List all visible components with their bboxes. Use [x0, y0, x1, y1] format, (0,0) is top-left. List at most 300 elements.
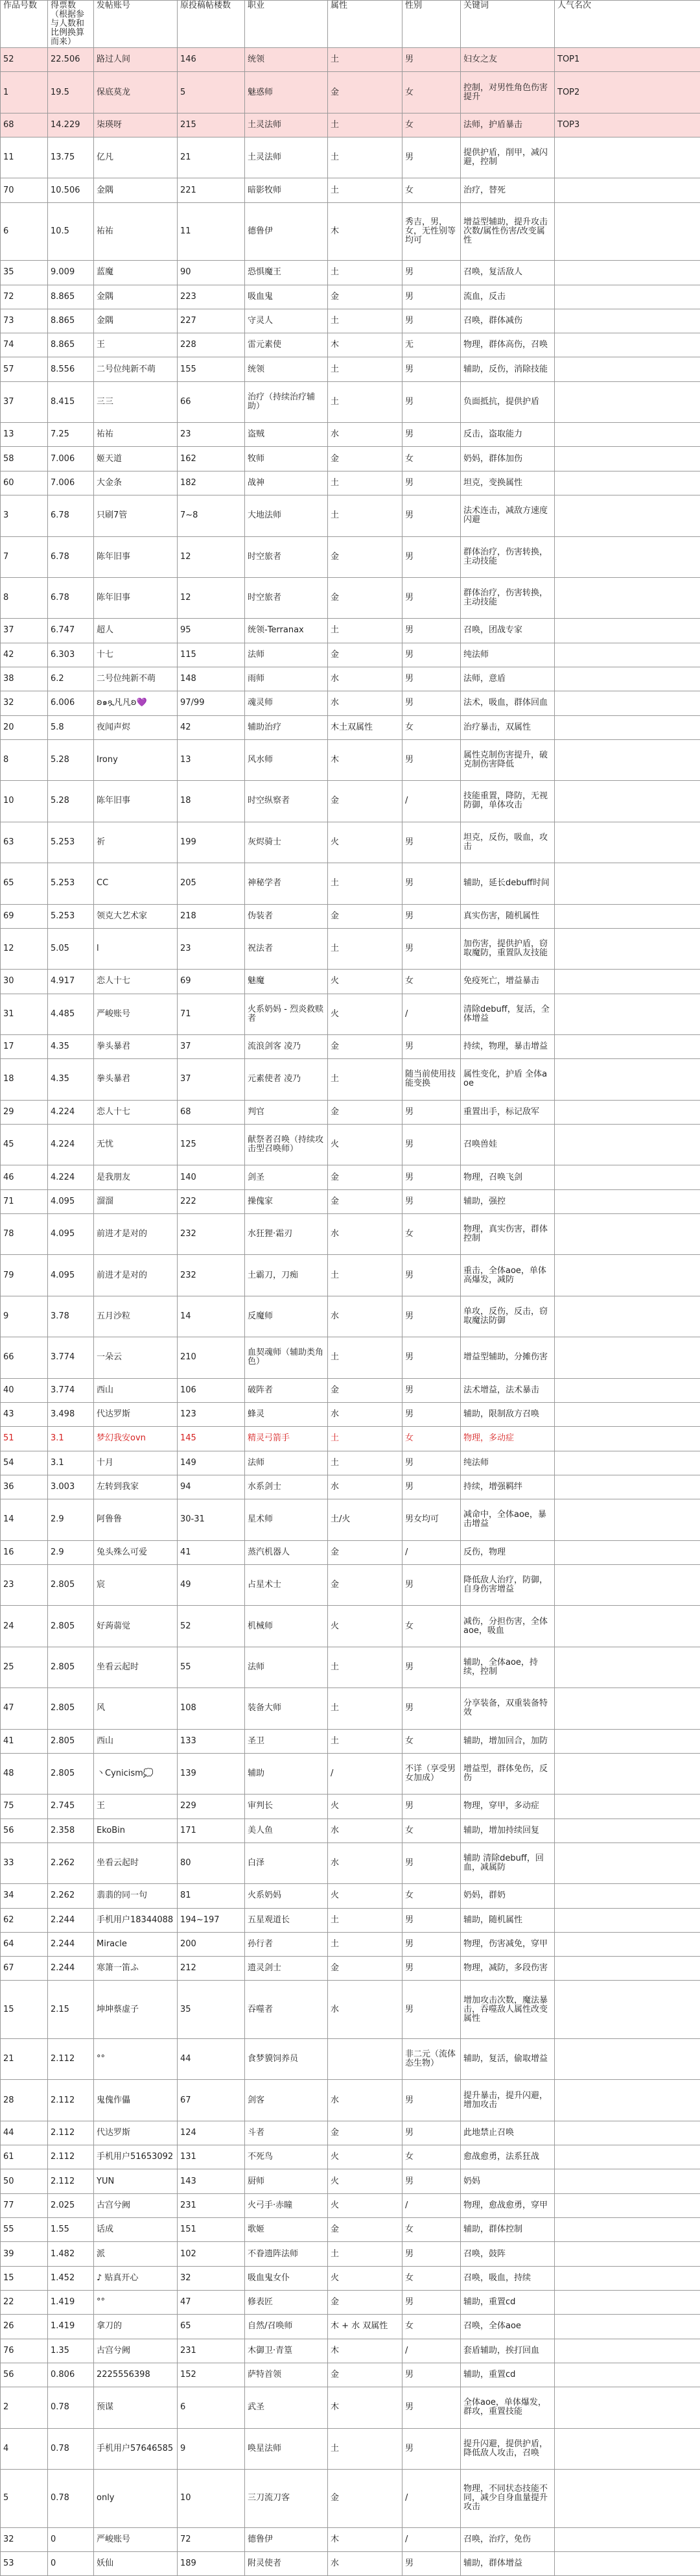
table-cell: CC — [94, 863, 178, 904]
table-cell: 41 — [178, 1540, 245, 1564]
table-row — [1, 2428, 700, 2469]
table-cell: 44 — [178, 2039, 245, 2080]
table-cell: 35 — [178, 1981, 245, 2039]
table-cell: 2.112 — [48, 2145, 94, 2169]
table-cell: 木 — [328, 2527, 402, 2551]
table-cell: 22 — [1, 2290, 48, 2314]
table-cell: 0.78 — [48, 2469, 94, 2527]
table-cell: 男 — [402, 285, 461, 309]
table-cell: 4.35 — [48, 1059, 94, 1100]
table-cell: 拿刀的 — [94, 2315, 178, 2339]
table-cell: 修表匠 — [245, 2290, 328, 2314]
table-cell: 5.8 — [48, 715, 94, 739]
table-cell: 女 — [402, 447, 461, 471]
table-cell: 63 — [1, 822, 48, 863]
table-cell: 辅助，限制敌方召唤 — [461, 1402, 555, 1426]
table-cell — [555, 2145, 700, 2169]
table-cell: 女 — [402, 178, 461, 202]
table-cell: 魂灵师 — [245, 691, 328, 715]
table-cell: 土 — [328, 1337, 402, 1378]
table-cell — [555, 2527, 700, 2551]
table-cell — [555, 904, 700, 928]
table-row — [1, 1795, 700, 1819]
table-row — [1, 381, 700, 422]
table-row — [1, 1540, 700, 1564]
table-cell: 火 — [328, 994, 402, 1034]
table-cell: 判官 — [245, 1100, 328, 1124]
table-row — [1, 781, 700, 822]
table-cell: 33 — [1, 1843, 48, 1883]
table-cell: 坐看云起时 — [94, 1843, 178, 1883]
table-cell: 圣卫 — [245, 1729, 328, 1753]
table-cell: 水 — [328, 1402, 402, 1426]
table-cell: 43 — [1, 1402, 48, 1426]
table-cell: 231 — [178, 2193, 245, 2217]
table-row — [1, 1819, 700, 1843]
table-cell: 4.224 — [48, 1165, 94, 1189]
table-row — [1, 423, 700, 447]
table-cell: 雷元素使 — [245, 333, 328, 357]
table-cell: 金 — [328, 781, 402, 822]
table-row — [1, 904, 700, 928]
table-cell: 7.25 — [48, 423, 94, 447]
table-cell: 水 — [328, 2080, 402, 2121]
table-cell: 不眷遗阵法师 — [245, 2242, 328, 2266]
table-row — [1, 643, 700, 667]
table-cell: 不详（享受男女加成） — [402, 1753, 461, 1794]
table-cell: 232 — [178, 1255, 245, 1296]
table-cell: 15 — [1, 1981, 48, 2039]
table-cell: 统领 — [245, 48, 328, 72]
table-cell: 遗灵剑士 — [245, 1957, 328, 1981]
header-cell: 职业 — [245, 1, 328, 48]
table-cell: 女 — [402, 970, 461, 994]
table-cell: 加伤害，提供护盾，窃取魔防，重置队友技能 — [461, 928, 555, 969]
table-cell: 祐祐 — [94, 202, 178, 261]
table-cell: 土 — [328, 48, 402, 72]
table-cell: 2.9 — [48, 1499, 94, 1540]
table-row — [1, 1427, 700, 1451]
table-cell: 占星术士 — [245, 1564, 328, 1605]
table-cell — [555, 619, 700, 643]
table-cell: 14 — [178, 1296, 245, 1337]
table-cell: 男 — [402, 1957, 461, 1981]
table-cell: 无忧 — [94, 1124, 178, 1165]
table-cell: 1.35 — [48, 2339, 94, 2363]
table-cell: 194~197 — [178, 1908, 245, 1932]
table-cell: 柒瑛呀 — [94, 113, 178, 137]
table-cell: 阿鲁鲁 — [94, 1499, 178, 1540]
table-row — [1, 2242, 700, 2266]
table-cell: 火 — [328, 970, 402, 994]
table-cell: 夜闻声烬 — [94, 715, 178, 739]
table-cell — [555, 285, 700, 309]
table-cell: 2.244 — [48, 1908, 94, 1932]
table-cell: 66 — [178, 381, 245, 422]
table-cell: 12 — [178, 536, 245, 577]
table-cell: 木 — [328, 333, 402, 357]
table-cell: 手机用户57646585 — [94, 2428, 178, 2469]
table-cell: 2.358 — [48, 1819, 94, 1843]
table-row — [1, 739, 700, 780]
table-cell: 65 — [1, 863, 48, 904]
table-cell: 溜溜 — [94, 1189, 178, 1213]
table-cell: 2.244 — [48, 1932, 94, 1956]
table-cell: 41 — [1, 1729, 48, 1753]
table-cell: 木 — [328, 2387, 402, 2428]
table-cell: 231 — [178, 2339, 245, 2363]
table-cell: 18 — [178, 781, 245, 822]
table-cell: 8.865 — [48, 309, 94, 333]
table-cell: 3.1 — [48, 1451, 94, 1475]
table-cell: 3 — [1, 495, 48, 536]
table-cell: 吸血鬼女仆 — [245, 2266, 328, 2290]
table-row — [1, 285, 700, 309]
table-cell: 自然/召唤师 — [245, 2315, 328, 2339]
table-cell: 歌姬 — [245, 2218, 328, 2242]
table-cell: 单攻，反伤，反击，窃取魔法防御 — [461, 1296, 555, 1337]
table-cell — [555, 1606, 700, 1647]
table-cell: 恋人十七 — [94, 1100, 178, 1124]
table-cell — [555, 1981, 700, 2039]
table-cell: 30-31 — [178, 1499, 245, 1540]
table-cell: 46 — [1, 1165, 48, 1189]
table-row — [1, 1884, 700, 1908]
table-cell: 星术师 — [245, 1499, 328, 1540]
table-cell: 男 — [402, 1337, 461, 1378]
table-cell: 土 — [328, 2242, 402, 2266]
table-cell: 土灵法师 — [245, 137, 328, 178]
table-row — [1, 2121, 700, 2145]
table-cell: 物理，召唤飞剑 — [461, 1165, 555, 1189]
table-cell: 32 — [1, 691, 48, 715]
table-cell: 80 — [178, 1843, 245, 1883]
table-cell: 221 — [178, 178, 245, 202]
table-row — [1, 1402, 700, 1426]
table-cell: 伪装者 — [245, 904, 328, 928]
table-cell: 3.498 — [48, 1402, 94, 1426]
table-cell: 男 — [402, 357, 461, 381]
table-cell: 血契魂师（辅助类角色） — [245, 1337, 328, 1378]
table-cell: 土 — [328, 1729, 402, 1753]
table-cell: 男 — [402, 863, 461, 904]
table-cell: 土 — [328, 495, 402, 536]
table-cell: 5.253 — [48, 863, 94, 904]
table-cell: 重击，全体aoe，单体高爆发，减防 — [461, 1255, 555, 1296]
table-cell: 属性克制伤害提升，破克制伤害降低 — [461, 739, 555, 780]
table-cell: 好蒟蒻觉 — [94, 1606, 178, 1647]
table-cell — [555, 495, 700, 536]
table-cell — [555, 1475, 700, 1499]
table-cell: 金 — [328, 2469, 402, 2527]
table-row — [1, 1059, 700, 1100]
table-cell: / — [402, 1540, 461, 1564]
header-cell: 发帖账号 — [94, 1, 178, 48]
table-cell: / — [402, 2469, 461, 2527]
table-cell: 4.095 — [48, 1189, 94, 1213]
table-cell: 土 — [328, 261, 402, 285]
table-cell: 35 — [1, 261, 48, 285]
table-cell: 男 — [402, 2428, 461, 2469]
table-cell: 31 — [1, 994, 48, 1034]
table-cell: 金 — [328, 1378, 402, 1402]
table-cell: 鬼傀作儡 — [94, 2080, 178, 2121]
table-cell: 11 — [178, 202, 245, 261]
table-cell: 21 — [1, 2039, 48, 2080]
table-cell: 71 — [1, 1189, 48, 1213]
table-cell — [555, 2169, 700, 2193]
table-cell: 法术，吸血，群体回血 — [461, 691, 555, 715]
table-cell: 4.485 — [48, 994, 94, 1034]
table-cell — [555, 994, 700, 1034]
table-row — [1, 1843, 700, 1883]
table-cell: 武圣 — [245, 2387, 328, 2428]
table-cell: 8.865 — [48, 285, 94, 309]
table-cell — [555, 2469, 700, 2527]
table-cell: 剑圣 — [245, 1165, 328, 1189]
table-cell: 辅助，重置cd — [461, 2290, 555, 2314]
table-cell: 三刀流刀客 — [245, 2469, 328, 2527]
table-cell: 32 — [178, 2266, 245, 2290]
table-cell: 65 — [178, 2315, 245, 2339]
table-cell: 23 — [178, 928, 245, 969]
table-cell: 火弓手·赤瞳 — [245, 2193, 328, 2217]
table-cell — [555, 643, 700, 667]
table-cell: 土 — [328, 2428, 402, 2469]
table-cell: 免疫死亡，增益暴击 — [461, 970, 555, 994]
table-cell: 3.78 — [48, 1296, 94, 1337]
table-cell: 4.224 — [48, 1100, 94, 1124]
table-cell: 辅助，全体aoe，持续，控制 — [461, 1647, 555, 1688]
table-cell: 205 — [178, 863, 245, 904]
table-cell: 辅助，强控 — [461, 1189, 555, 1213]
header-cell: 性别 — [402, 1, 461, 48]
table-row — [1, 2080, 700, 2121]
table-cell: 召唤，复活敌人 — [461, 261, 555, 285]
table-cell: 持续，增强羁绊 — [461, 1475, 555, 1499]
table-cell — [555, 1932, 700, 1956]
table-row — [1, 261, 700, 285]
table-cell: 严峻账号 — [94, 2527, 178, 2551]
table-cell: 十七 — [94, 643, 178, 667]
table-cell: 土 — [328, 381, 402, 422]
table-cell — [555, 447, 700, 471]
table-cell: 男 — [402, 1981, 461, 2039]
table-cell: 212 — [178, 1957, 245, 1981]
table-cell: 金 — [328, 2121, 402, 2145]
table-cell: 男 — [402, 137, 461, 178]
table-cell: 162 — [178, 447, 245, 471]
table-cell: 火 — [328, 1795, 402, 1819]
table-cell: 土 — [328, 863, 402, 904]
table-cell: 19.5 — [48, 72, 94, 113]
table-cell: 辅助治疗 — [245, 715, 328, 739]
table-cell: 2.112 — [48, 2169, 94, 2193]
table-cell: 木 + 水 双属性 — [328, 2315, 402, 2339]
table-cell: 102 — [178, 2242, 245, 2266]
table-cell — [555, 781, 700, 822]
table-cell: 辅助，增加回合，加防 — [461, 1729, 555, 1753]
table-cell: 统领 — [245, 357, 328, 381]
table-cell — [555, 1540, 700, 1564]
table-cell: 20 — [1, 715, 48, 739]
header-cell: 关键词 — [461, 1, 555, 48]
table-cell: 西山 — [94, 1378, 178, 1402]
table-cell: 男 — [402, 1124, 461, 1165]
table-cell: 召唤兽娃 — [461, 1124, 555, 1165]
table-cell — [555, 1059, 700, 1100]
table-cell: 五星观道长 — [245, 1908, 328, 1932]
table-cell: 金 — [328, 1165, 402, 1189]
table-cell — [555, 1100, 700, 1124]
header-cell: 得票数（根据参与人数和比例换算而来） — [48, 1, 94, 48]
table-cell — [555, 2080, 700, 2121]
table-cell: 时空纵察者 — [245, 781, 328, 822]
table-cell: 负面抵抗，提供护盾 — [461, 381, 555, 422]
table-cell: 魅惑师 — [245, 72, 328, 113]
table-cell: 58 — [1, 447, 48, 471]
table-cell: 2.244 — [48, 1957, 94, 1981]
table-cell — [555, 2242, 700, 2266]
table-cell: 124 — [178, 2121, 245, 2145]
table-cell: 辅助，反伤，消除技能 — [461, 357, 555, 381]
table-cell: 土 — [328, 1451, 402, 1475]
table-cell: 61 — [1, 2145, 48, 2169]
header-cell: 作品号数 — [1, 1, 48, 48]
table-row — [1, 970, 700, 994]
table-cell: 女 — [402, 72, 461, 113]
table-cell: 13.75 — [48, 137, 94, 178]
table-cell: 男 — [402, 1189, 461, 1213]
table-cell: 厨师 — [245, 2169, 328, 2193]
table-cell: 143 — [178, 2169, 245, 2193]
table-cell: 69 — [1, 904, 48, 928]
table-cell: 男 — [402, 423, 461, 447]
table-cell: 女 — [402, 715, 461, 739]
table-cell: 2.805 — [48, 1647, 94, 1688]
header-cell: 原投稿帖楼数 — [178, 1, 245, 48]
table-cell: 恋人十七 — [94, 970, 178, 994]
table-cell: 17 — [1, 1034, 48, 1058]
table-cell: 吸血鬼 — [245, 285, 328, 309]
table-cell: 治疗，替死 — [461, 178, 555, 202]
table-cell: 灰烬骑士 — [245, 822, 328, 863]
table-cell: 52 — [1, 48, 48, 72]
table-cell: 56 — [1, 1819, 48, 1843]
table-cell: 76 — [1, 2339, 48, 2363]
table-cell: 反伤，物理 — [461, 1540, 555, 1564]
table-cell: 金隅 — [94, 309, 178, 333]
table-row — [1, 2527, 700, 2551]
table-cell: 28 — [1, 2080, 48, 2121]
table-cell: 全体aoe，单体爆发，群攻，重置技能 — [461, 2387, 555, 2428]
table-cell: 69 — [178, 970, 245, 994]
table-cell: 治疗暴击，双属性 — [461, 715, 555, 739]
table-cell: 男 — [402, 471, 461, 495]
table-cell — [555, 2121, 700, 2145]
table-cell: 姬天道 — [94, 447, 178, 471]
table-cell: 男 — [402, 2363, 461, 2387]
table-row — [1, 1729, 700, 1753]
table-cell: 4 — [1, 2428, 48, 2469]
table-cell: 女 — [402, 1427, 461, 1451]
table-row — [1, 1981, 700, 2039]
table-cell: 古宫兮阙 — [94, 2193, 178, 2217]
table-row — [1, 1165, 700, 1189]
table-cell: 155 — [178, 357, 245, 381]
table-cell: 13 — [178, 739, 245, 780]
table-cell — [555, 1427, 700, 1451]
table-cell — [555, 1647, 700, 1688]
table-cell: 228 — [178, 333, 245, 357]
table-cell: 妖仙 — [94, 2551, 178, 2575]
table-cell: TOP3 — [555, 113, 700, 137]
table-cell: 祈 — [94, 822, 178, 863]
table-cell: 47 — [1, 1688, 48, 1729]
table-cell: 男 — [402, 1165, 461, 1189]
table-cell: 时空旅者 — [245, 577, 328, 618]
table-cell: 男 — [402, 904, 461, 928]
table-row — [1, 2290, 700, 2314]
table-cell: only — [94, 2469, 178, 2527]
header-cell: 人气名次 — [555, 1, 700, 48]
table-cell: l — [94, 928, 178, 969]
table-row — [1, 619, 700, 643]
table-cell: 12 — [1, 928, 48, 969]
table-cell: 39 — [1, 2242, 48, 2266]
table-cell: 0.78 — [48, 2387, 94, 2428]
table-cell: 45 — [1, 1124, 48, 1165]
table-cell: 81 — [178, 1884, 245, 1908]
table-cell: 6.2 — [48, 667, 94, 691]
table-cell: 梦幻我安ovn — [94, 1427, 178, 1451]
table-cell — [555, 691, 700, 715]
table-cell: 151 — [178, 2218, 245, 2242]
table-cell: 斗者 — [245, 2121, 328, 2145]
table-cell: 辅助，群体增益 — [461, 2551, 555, 2575]
table-cell — [555, 1213, 700, 1254]
table-cell: 木 — [328, 739, 402, 780]
table-cell: 祐祐 — [94, 423, 178, 447]
table-cell: 左转到我家 — [94, 1475, 178, 1499]
table-row — [1, 1606, 700, 1647]
table-row — [1, 495, 700, 536]
table-cell: 超人 — [94, 619, 178, 643]
table-cell: 金 — [328, 577, 402, 618]
table-cell: 1 — [1, 72, 48, 113]
table-cell: 8.556 — [48, 357, 94, 381]
table-cell: 男 — [402, 1255, 461, 1296]
table-cell: 30 — [1, 970, 48, 994]
table-row — [1, 2469, 700, 2527]
table-cell: 0 — [48, 2527, 94, 2551]
table-cell: 分享装备，双重装备特效 — [461, 1688, 555, 1729]
table-cell: 10.5 — [48, 202, 94, 261]
table-cell: 寒箫一笛ふ — [94, 1957, 178, 1981]
table-cell: 男女均可 — [402, 1499, 461, 1540]
table-cell: 139 — [178, 1753, 245, 1794]
table-cell: 三三 — [94, 381, 178, 422]
table-cell: 前进才是对的 — [94, 1213, 178, 1254]
table-cell: 土/火 — [328, 1499, 402, 1540]
table-cell: 物理，多动症 — [461, 1427, 555, 1451]
table-cell: 229 — [178, 1795, 245, 1819]
table-cell: 29 — [1, 1100, 48, 1124]
table-cell: 78 — [1, 1213, 48, 1254]
table-cell: 辅助，群体控制 — [461, 2218, 555, 2242]
table-cell — [555, 423, 700, 447]
table-row — [1, 1564, 700, 1605]
